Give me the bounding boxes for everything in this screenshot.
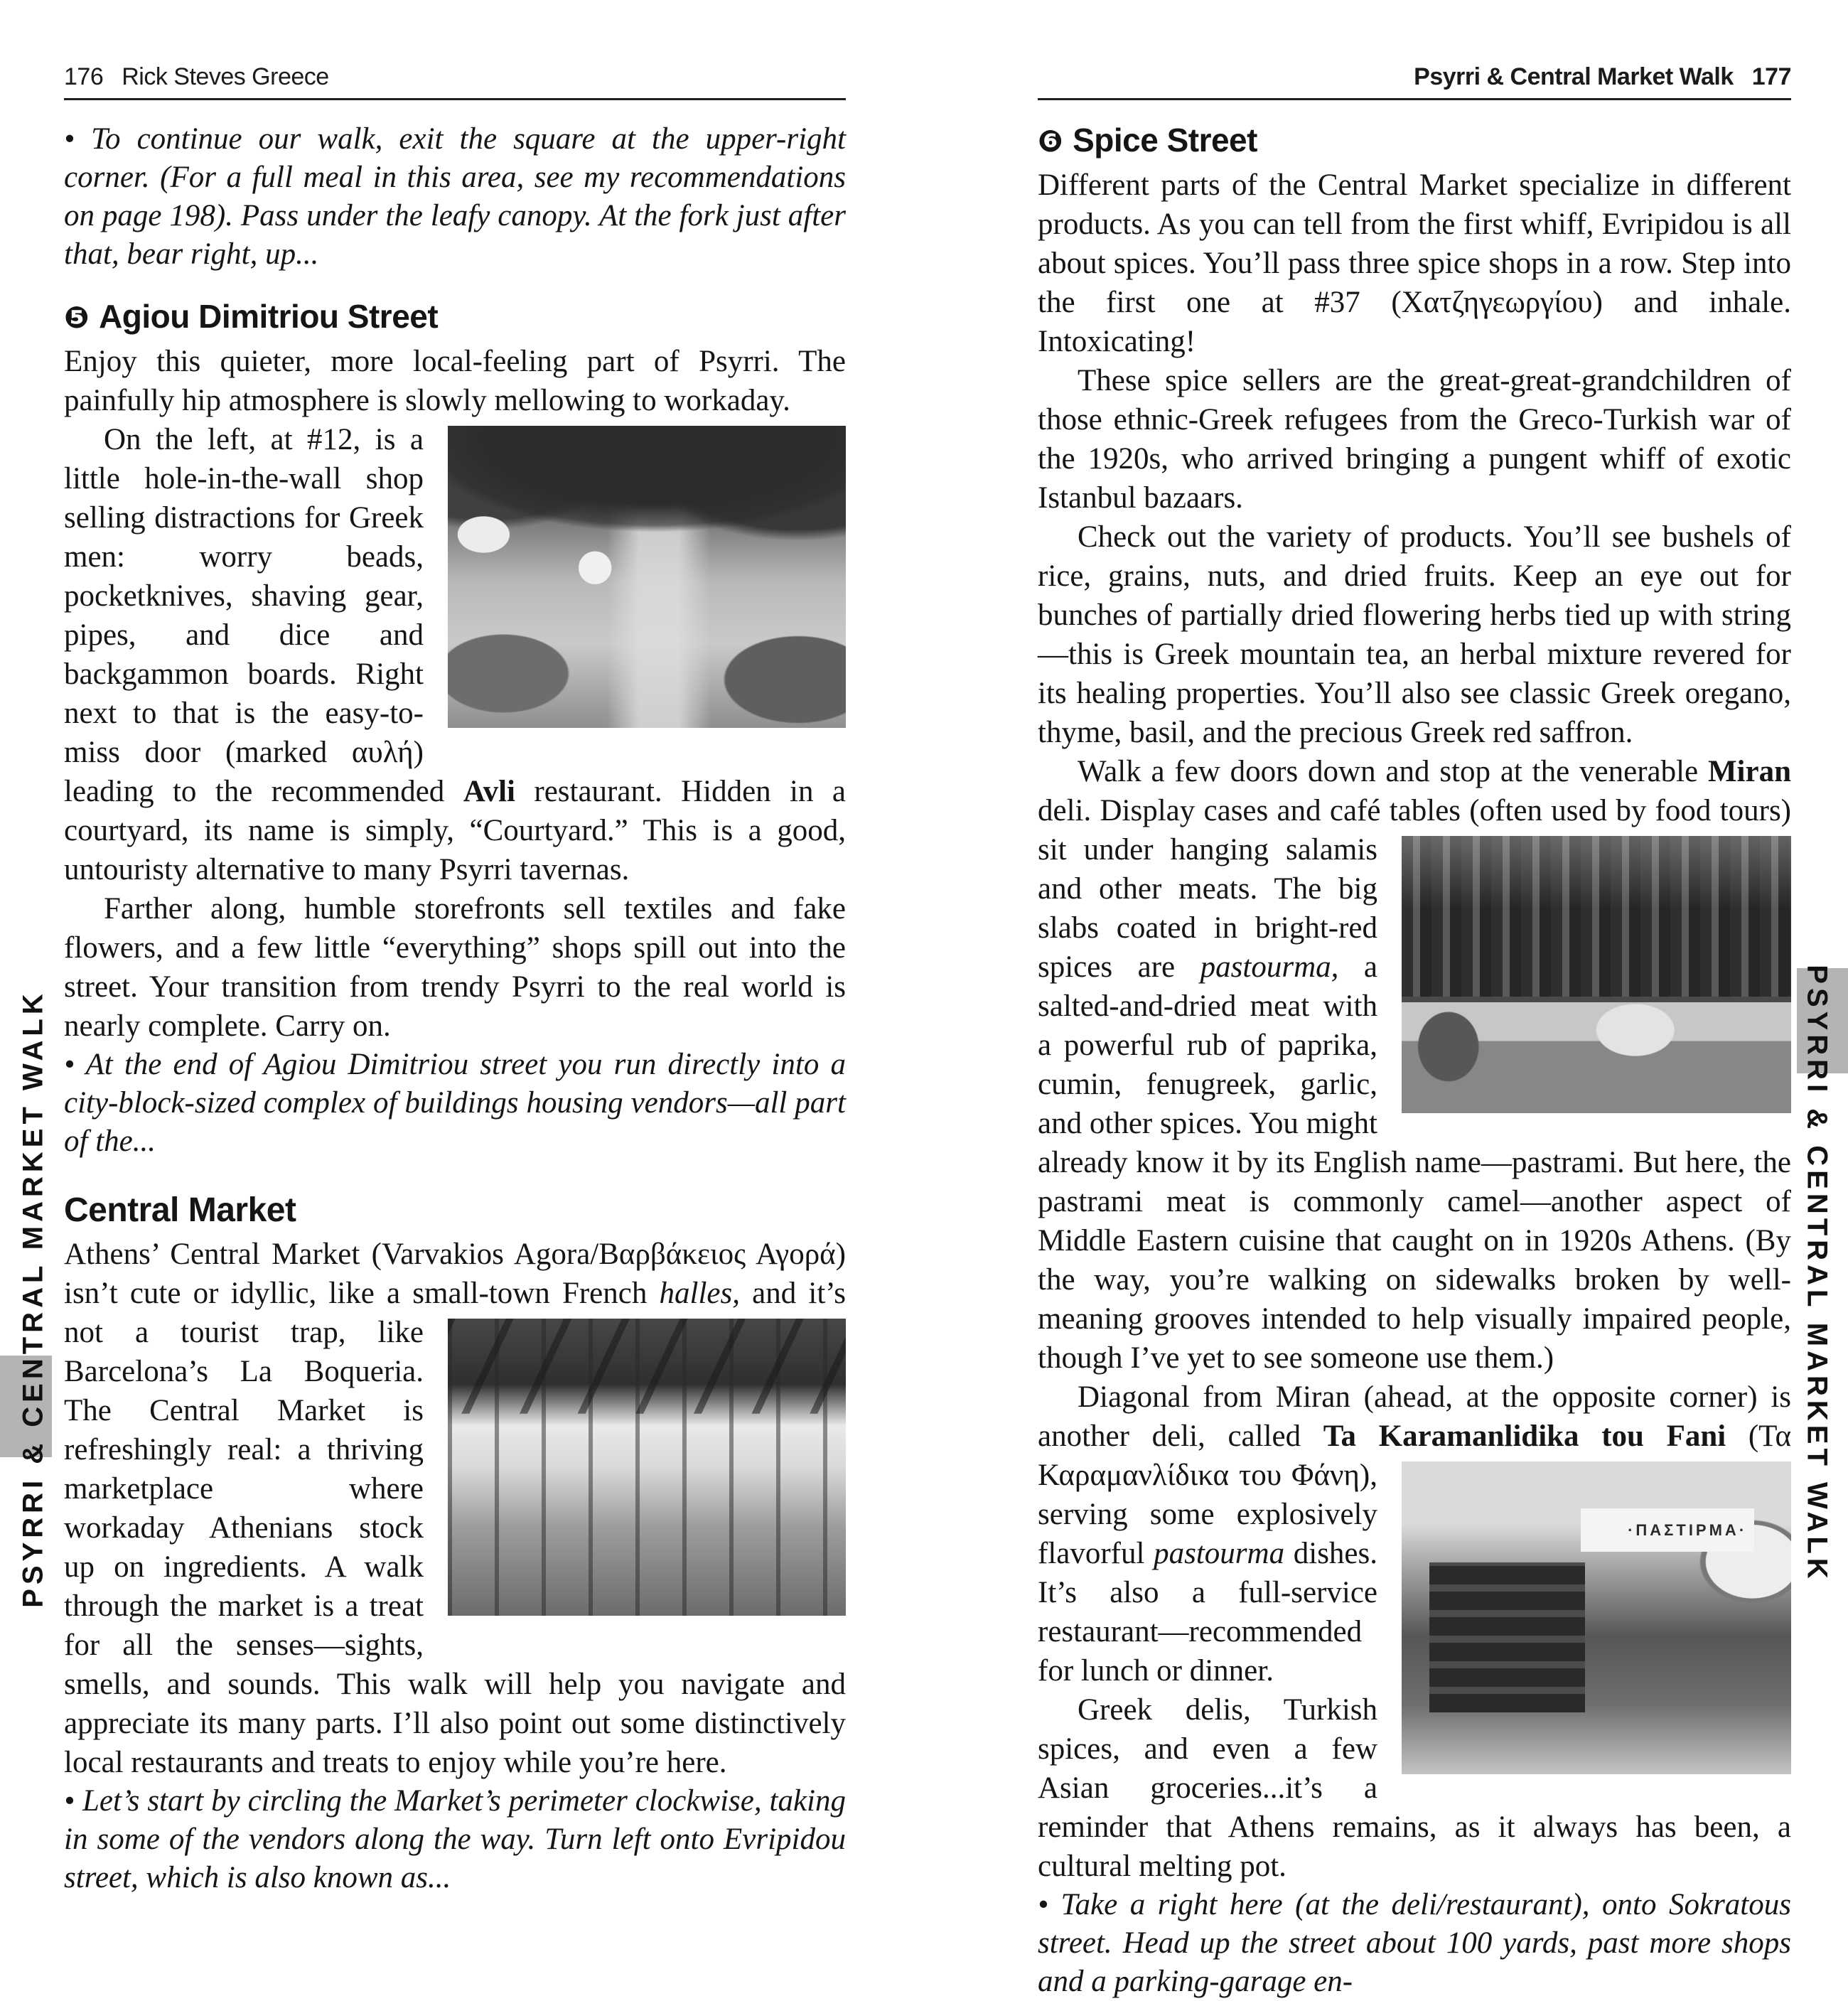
paragraph: Farther along, humble storefronts sell textiles and fake flowers, and a few little “everything” shops spill out into the street. Your transition from trendy Psyrri to the real world is nearly complete. Carry on. xyxy=(64,892,846,1043)
text-run: On the left, at #12, is a little hole-in-the-wall shop selling distractions for Greek men: worry beads, pocketknives, shaving gear, pipes, and dice and backgammon boards. Right next to that is the easy-to-miss door (marked αυλή) leading to the recommended xyxy=(64,423,463,808)
foreign-term-halles: halles, xyxy=(659,1277,740,1310)
left-page xyxy=(64,0,846,1897)
header-rule xyxy=(1038,98,1791,100)
right-page-header xyxy=(1038,60,1791,91)
page-number: 176 xyxy=(64,63,104,90)
left-page-header xyxy=(64,60,846,91)
walk-direction-note: • Take a right here (at the deli/restaurant), onto Sokratous street. Head up the street about 100 yards, past more shops and a parking-garage en- xyxy=(1038,1888,1791,1998)
text-run: dishes. It’s also a full-service restaurant—recommended for lunch or dinner. xyxy=(1038,1537,1377,1688)
paragraph xyxy=(1038,1378,1791,1690)
foreign-term-pastourma: pastourma xyxy=(1154,1537,1285,1570)
restaurant-name-avli: Avli xyxy=(463,775,515,808)
paragraph: Greek delis, Turkish spices, and even a few Asian groceries...it’s a reminder that Athens remains, as it always has been, a cultural melting pot. xyxy=(1038,1693,1791,1883)
section-heading-spice-street xyxy=(1038,122,1791,160)
text-run: Athens’ Central Market (Varvakios Agora/Βαρβάκειος Αγορά) isn’t cute or idyllic, like a small-town French xyxy=(64,1238,846,1310)
photo-miran-deli-salamis xyxy=(1402,836,1791,1113)
text-run: tourist trap, like Barcelona’s La Boqueria. The Central Market is refreshingly real: a thriving marketplace where workaday Athenians stock up on ingredients. A walk through the market is a treat for all the senses—sights, smells, and sounds. This walk will help you navigate and appreciate its many parts. I’ll also point out some distinctively local restaurants and treats to enjoy while you’re here. xyxy=(64,1316,846,1779)
foreign-term-pastourma: pastourma, xyxy=(1200,950,1339,984)
paragraph: Check out the variety of products. You’ll see bushels of rice, grains, nuts, and dried fruits. Keep an eye out for bunches of partially dried flowering herbs tied up with string—this is Greek mountain tea, an herbal mixture revered for its healing properties. You’ll also see classic Greek oregano, thyme, basil, and the precious Greek red saffron. xyxy=(1038,520,1791,749)
text-run: Walk a few doors down and stop at the venerable xyxy=(1078,755,1708,788)
paragraph xyxy=(1038,752,1791,1378)
text-run: a salted-and-dried meat with a powerful rub of paprika, cumin, fenugreek, garlic, and other spices. You might already know it by its English name—pastrami. But here, the pastrami meat is commonly camel—another aspect of Middle Eastern cuisine that caught on in 1920s Athens. (By the way, you’re walking on sidewalks broken by well-meaning grooves intended to help visually impaired people, though I’ve yet to see someone use them.) xyxy=(1038,950,1791,1375)
text-run: deli. Display cases and café tables (often used by food tours) sit under xyxy=(1038,794,1791,867)
book-title: Rick Steves Greece xyxy=(122,63,329,90)
paragraph: These spice sellers are the great-great-grandchildren of those ethnic-Greek refugees from the Greco-Turkish war of the 1920s, who arrived bringing a pungent whiff of exotic Istanbul bazaars. xyxy=(1038,364,1791,515)
photo-agiou-dimitriou-street xyxy=(448,426,846,728)
paragraph: Enjoy this quieter, more local-feeling part of Psyrri. The painfully hip atmosphere is slowly mellowing to workaday. xyxy=(64,345,846,417)
section-title: Spice Street xyxy=(1073,122,1257,159)
text-run: hanging salamis and other meats. The big slabs coated in bright-red spices are xyxy=(1038,833,1377,984)
deli-name-ta-karamanlidika: Ta Karamanlidika tou Fani xyxy=(1323,1420,1726,1453)
walk-direction-note: • Let’s start by circling the Market’s perimeter clockwise, taking in some of the vendors along the way. Turn left onto Evripidou street, which is also known as... xyxy=(64,1784,846,1894)
deli-sign-pastirma: ·ΠΑΣΤΙΡΜΑ· xyxy=(1581,1508,1754,1552)
walk-title: Psyrri & Central Market Walk xyxy=(1414,63,1734,90)
page-number: 177 xyxy=(1751,63,1791,90)
text-run: Diagonal from Miran (ahead, at the opposite corner) is another deli, called xyxy=(1038,1380,1791,1453)
text-run: (Τα Καραμανλίδικα xyxy=(1038,1420,1791,1492)
chapter-tab-label: PSYRRI & CENTRAL MARKET WALK xyxy=(1801,965,1833,1583)
text-run: restaurant. Hidden in a courtyard, its name is simply, “Courtyard.” This is a good, untouristy alternative to many Psyrri tavernas. xyxy=(64,775,846,886)
chapter-tab-label: PSYRRI & CENTRAL MARKET WALK xyxy=(17,989,49,1608)
walk-direction-note: • At the end of Agiou Dimitriou street you run directly into a city-block-sized complex of buildings housing vendors—all part of the... xyxy=(64,1048,846,1158)
right-page xyxy=(1038,0,1791,2001)
photo-central-market-hall xyxy=(448,1319,846,1616)
paragraph: Different parts of the Central Market specialize in different products. As you can tell from the first whiff, Evripidou is all about spices. You’ll pass three spice shops in a row. Step into the first one at #37 (Χατζηγεωργίου) and inhale. Intoxicating! xyxy=(1038,168,1791,358)
section-heading-central-market: Central Market xyxy=(64,1191,296,1229)
text-run: του Φάνη), serving some explosively flavorful xyxy=(1038,1459,1377,1570)
text-run: and it’s not a xyxy=(64,1277,846,1349)
deli-name-miran: Miran xyxy=(1707,755,1791,788)
walk-direction-note: • To continue our walk, exit the square at the upper-right corner. (For a full meal in this area, see my recommendations on page 198). Pass under the leafy canopy. At the fork just after that, bear right, up... xyxy=(64,122,846,271)
numbered-stop-icon: ❻ xyxy=(1038,124,1063,159)
numbered-stop-icon: ❺ xyxy=(64,300,90,335)
section-title: Agiou Dimitriou Street xyxy=(99,298,439,335)
photo-ta-karamanlidika-deli xyxy=(1402,1461,1791,1774)
paragraph xyxy=(64,1235,846,1782)
header-rule xyxy=(64,98,846,100)
section-heading-agiou-dimitriou xyxy=(64,298,846,336)
paragraph xyxy=(64,420,846,889)
